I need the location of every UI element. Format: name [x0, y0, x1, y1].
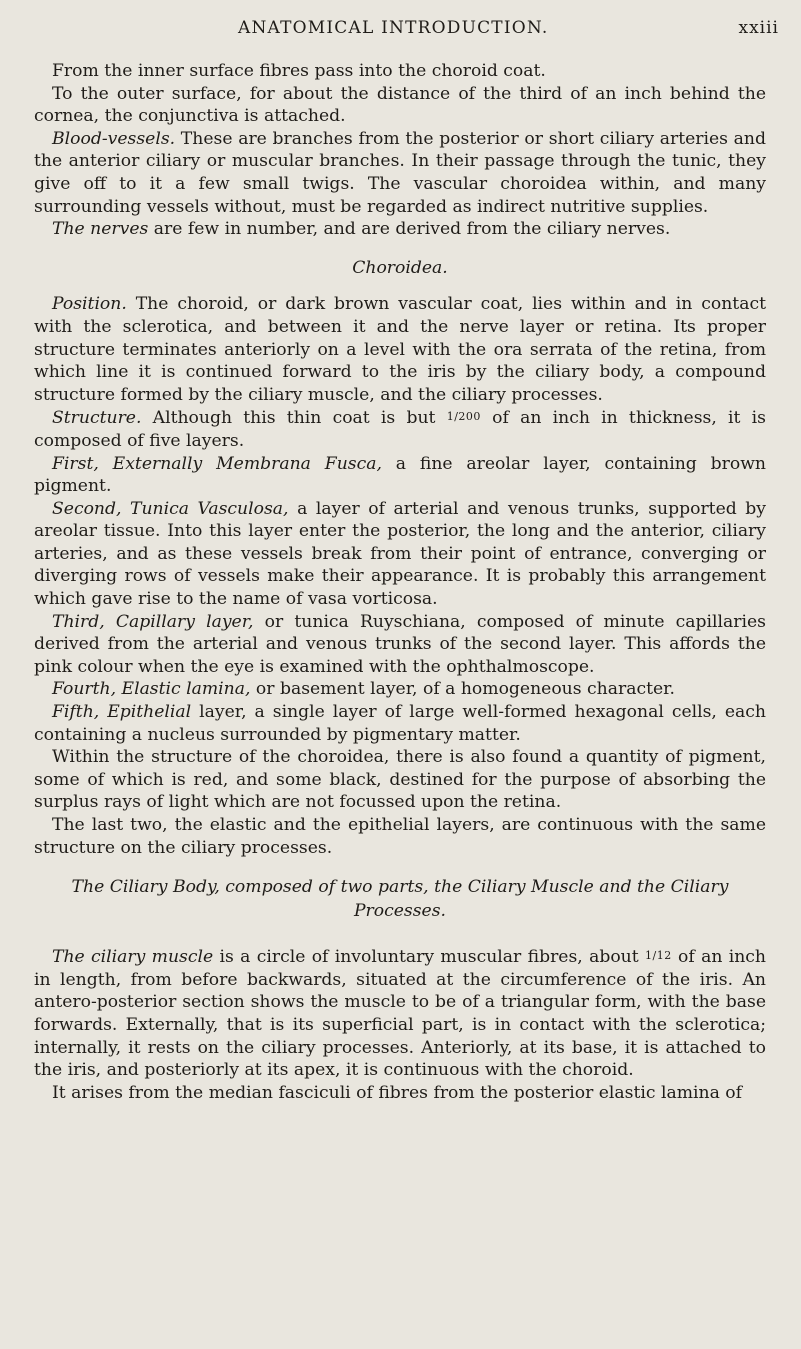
fraction: 1/200 — [446, 410, 481, 424]
paragraph-body: of an inch in thickness, it is composed of five layers. — [34, 408, 766, 451]
paragraph-lead: The nerves — [52, 219, 149, 240]
section-heading: Choroidea. — [352, 257, 448, 278]
paragraph-body: Although this thin coat is but — [141, 408, 447, 429]
paragraph — [34, 678, 766, 701]
paragraph-body: a layer of arterial and venous trunks, supported by areolar tissue. Into this layer enter the posterior, the long and the anterior, ciliary arteries, and as these vessels break from their point of entrance, converging or diverging rows of vessels make their appearance. It is probably this arrangement which gave rise to the name of vasa vorticosa. — [34, 498, 767, 610]
paragraph-lead: The ciliary muscle — [52, 947, 214, 968]
paragraph-body: or tunica Ruyschiana, composed of minute capillaries derived from the arterial and venous trunks of the second layer. This affords the pink colour when the eye is examined with the ophthalmoscope. — [34, 611, 767, 677]
paragraph — [34, 611, 766, 679]
paragraph-lead: Blood-vessels. — [52, 128, 176, 149]
paragraph-body: These are branches from the posterior or short ciliary arteries and the anterior ciliary or muscular branches. In their passage through the tunic, they give off to it a few small twigs. The vascular choroidea within, and many surrounding vessels without, must be regarded as indirect nutritive supplies. — [34, 128, 766, 217]
paragraph-body: are few in number, and are derived from the ciliary nerves. — [148, 219, 671, 240]
paragraph-body: of an inch in length, from before backwards, situated at the circumference of the iris. An antero-posterior section shows the muscle to be of a triangular form, with the base forwards. Externally, that is its superficial part, is in contact with the sclerotica; internally, it rests on the ciliary processes. Anteriorly, at its base, it is attached to the iris, and posteriorly at its apex, it is continuous with the choroid. — [34, 947, 766, 1081]
paragraph-lead: Third, Capillary layer, — [52, 611, 254, 632]
section-heading: The Ciliary Body, composed of two parts, the Ciliary Muscle and the Ciliary Processes. — [71, 877, 729, 922]
paragraph-lead: Structure. — [52, 408, 142, 429]
paragraph-lead: Fifth, Epithelial — [52, 702, 192, 723]
paragraph: It arises from the median fasciculi of fibres from the posterior elastic lamina of — [52, 1082, 743, 1103]
body-text — [34, 60, 766, 1104]
running-head — [0, 14, 801, 44]
paragraph-body: The choroid, or dark brown vascular coat, lies within and in contact with the sclerotica, and between it and the nerve layer or retina. Its proper structure terminates anteriorly on a level with the ora serrata of the retina, from which line it is continued forward to the iris by the ciliary body, a compound structure formed by the ciliary muscle, and the ciliary processes. — [34, 294, 766, 405]
paragraph — [34, 406, 766, 452]
paragraph — [34, 293, 766, 406]
paragraph-lead: Position. — [52, 294, 127, 315]
paragraph — [34, 701, 766, 746]
paragraph-lead: Second, Tunica Vasculosa, — [52, 498, 289, 519]
paragraph: From the inner surface fibres pass into the choroid coat. — [52, 61, 546, 81]
paragraph-lead: Fourth, Elastic lamina, — [52, 679, 251, 700]
paragraph-body: or basement layer, of a homogeneous character. — [250, 679, 675, 700]
fraction: 1/12 — [644, 949, 672, 963]
paragraph-lead: First, Externally Membrana Fusca, — [52, 453, 382, 474]
paragraph — [34, 945, 766, 1082]
running-title: ANATOMICAL INTRODUCTION. — [238, 18, 549, 38]
paragraph: The last two, the elastic and the epithelial layers, are continuous with the same structure on the ciliary processes. — [34, 815, 766, 858]
paragraph — [34, 128, 766, 218]
paragraph: Within the structure of the choroidea, there is also found a quantity of pigment, some of which is red, and some black, destined for the purpose of absorbing the surplus rays of light which are not focussed upon the retina. — [34, 747, 766, 813]
paragraph-body: layer, a single layer of large well-formed hexagonal cells, each containing a nucleus surrounded by pigmentary matter. — [34, 702, 766, 745]
paragraph-body: is a circle of involuntary muscular fibres, about — [213, 947, 645, 968]
paragraph — [34, 498, 766, 611]
paragraph-body: a fine areolar layer, containing brown pigment. — [34, 453, 766, 497]
page-number: xxiii — [738, 18, 779, 38]
paragraph — [34, 453, 766, 498]
paragraph: To the outer surface, for about the distance of the third of an inch behind the cornea, the conjunctiva is attached. — [34, 83, 766, 127]
paragraph — [34, 218, 766, 241]
